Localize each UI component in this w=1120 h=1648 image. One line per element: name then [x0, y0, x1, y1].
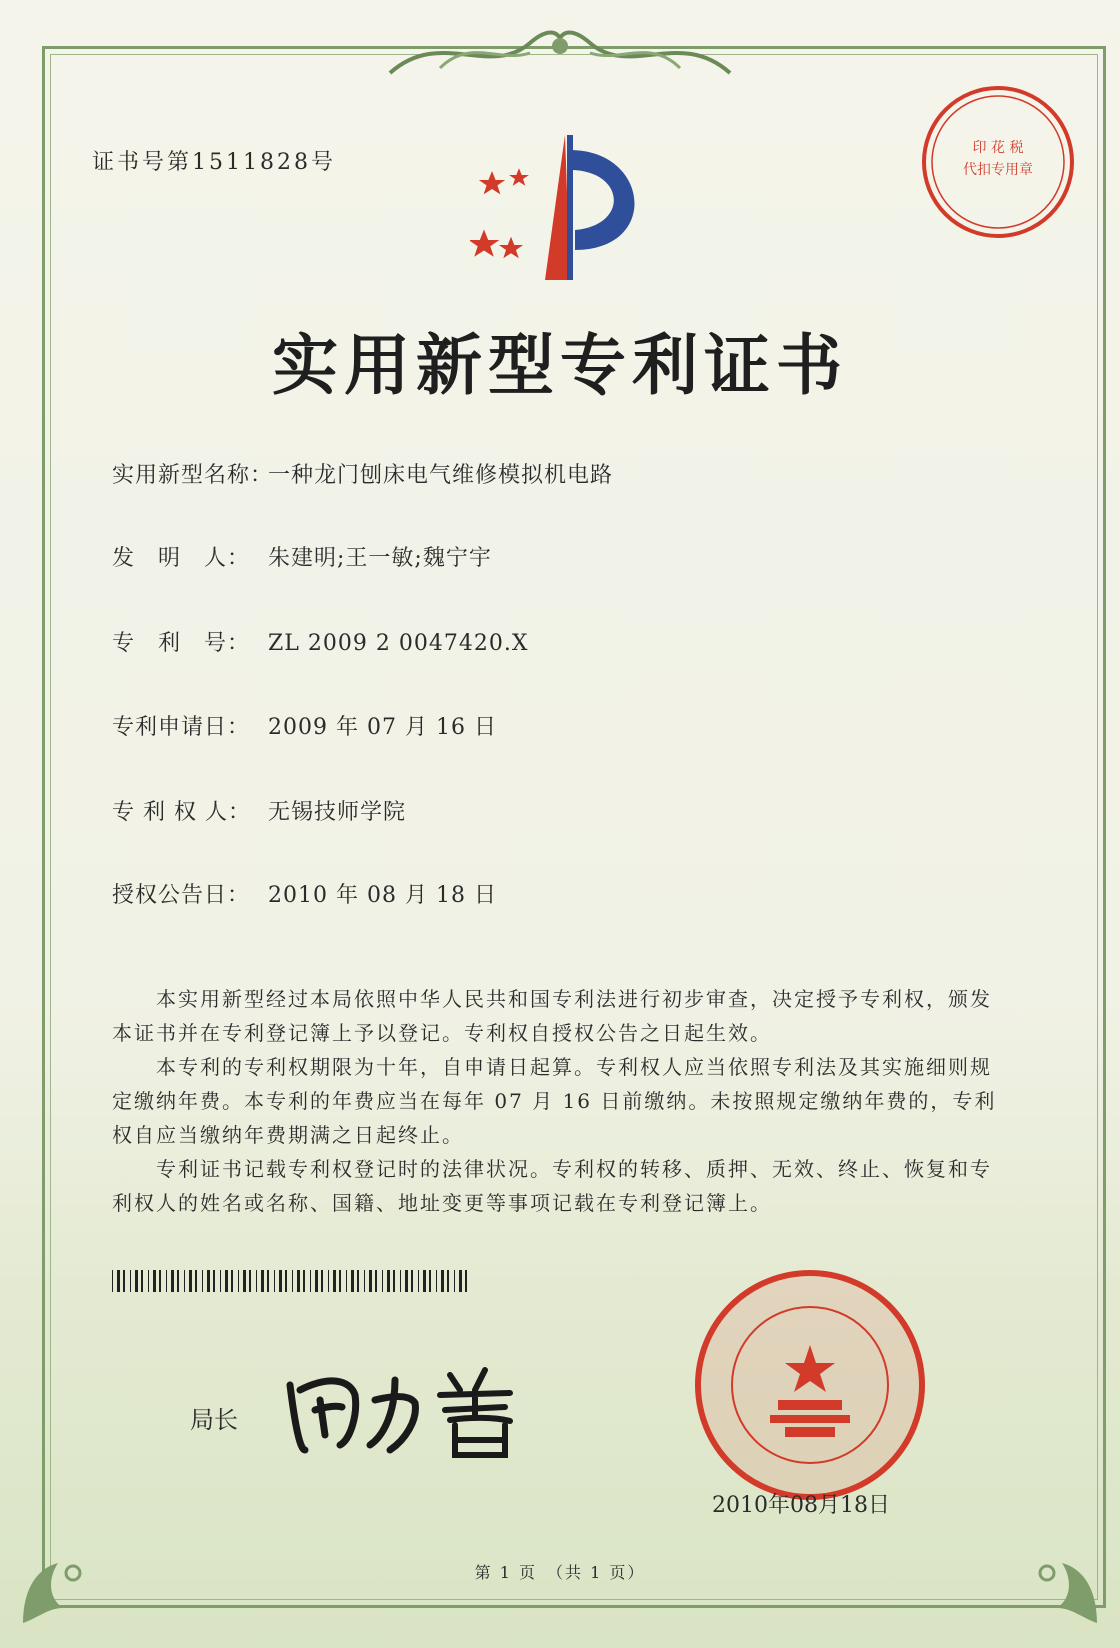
- barcode-bar: [310, 1270, 311, 1292]
- barcode-bar: [274, 1270, 275, 1292]
- barcode-bar: [225, 1270, 228, 1292]
- barcode-bar: [279, 1270, 282, 1292]
- barcode-bar: [351, 1270, 354, 1292]
- barcode-bar: [171, 1270, 174, 1292]
- barcode-bar: [346, 1270, 347, 1292]
- barcode-bar: [177, 1270, 179, 1292]
- barcode-bar: [369, 1270, 372, 1292]
- barcode-bar: [459, 1270, 462, 1292]
- barcode-bar: [357, 1270, 359, 1292]
- barcode-bar: [135, 1270, 138, 1292]
- barcode-bar: [153, 1270, 156, 1292]
- barcode-bar: [303, 1270, 305, 1292]
- barcode-bar: [423, 1270, 426, 1292]
- barcode-bar: [123, 1270, 125, 1292]
- barcode-bar: [321, 1270, 323, 1292]
- barcode-bar: [441, 1270, 444, 1292]
- barcode-bar: [418, 1270, 419, 1292]
- barcode-bar: [261, 1270, 264, 1292]
- field-value: 无锡技师学院: [268, 800, 407, 825]
- official-seal: [690, 1265, 930, 1505]
- barcode-bar: [400, 1270, 401, 1292]
- barcode-bar: [267, 1270, 269, 1292]
- patent-office-logo-icon: [470, 130, 690, 290]
- barcode-bar: [454, 1270, 455, 1292]
- barcode-bar: [297, 1270, 300, 1292]
- field-inventors: [112, 541, 492, 572]
- barcode-bar: [333, 1270, 336, 1292]
- barcode-bar: [393, 1270, 395, 1292]
- page-number: 第 1 页 （共 1 页）: [474, 1563, 646, 1582]
- director-signature: [280, 1355, 540, 1465]
- barcode-bar: [148, 1270, 149, 1292]
- barcode-bar: [159, 1270, 161, 1292]
- barcode-bar: [405, 1270, 408, 1292]
- barcode-bar: [166, 1270, 167, 1292]
- barcode-bar: [328, 1270, 329, 1292]
- field-label: 授权公告日：: [112, 883, 251, 908]
- barcode-bar: [382, 1270, 383, 1292]
- field-utility-model-name: [112, 458, 613, 489]
- barcode-bar: [130, 1270, 131, 1292]
- svg-text:代扣专用章: 代扣专用章: [963, 162, 1033, 178]
- barcode-bar: [207, 1270, 210, 1292]
- barcode-bar: [189, 1270, 192, 1292]
- barcode-bar: [117, 1270, 120, 1292]
- barcode-bar: [436, 1270, 437, 1292]
- barcode-bar: [238, 1270, 239, 1292]
- barcode: [112, 1270, 472, 1292]
- barcode-bar: [249, 1270, 251, 1292]
- field-value: 一种龙门刨床电气维修模拟机电路: [268, 463, 614, 488]
- barcode-bar: [364, 1270, 365, 1292]
- barcode-bar: [339, 1270, 341, 1292]
- barcode-bar: [195, 1270, 197, 1292]
- field-value: 2010 年 08 月 18 日: [268, 883, 497, 908]
- field-label: 专利申请日：: [112, 715, 251, 740]
- field-patent-number: [112, 626, 529, 657]
- barcode-bar: [213, 1270, 215, 1292]
- field-value: 朱建明;王一敏;魏宁宇: [268, 546, 492, 571]
- barcode-bar: [465, 1270, 467, 1292]
- barcode-bar: [285, 1270, 287, 1292]
- barcode-bar: [231, 1270, 233, 1292]
- certificate-title: 实用新型专利证书: [272, 326, 848, 404]
- barcode-bar: [387, 1270, 390, 1292]
- tax-stamp-seal: [918, 82, 1078, 242]
- svg-text:印 花 税: 印 花 税: [972, 140, 1024, 156]
- seal-date: 2010年08月18日: [712, 1493, 890, 1518]
- barcode-bar: [429, 1270, 431, 1292]
- body-paragraph: 本实用新型经过本局依照中华人民共和国专利法进行初步审查，决定授予专利权，颁发本证书并在专利登记簿上予以登记。专利权自授权公告之日起生效。: [112, 987, 992, 1045]
- barcode-bar: [315, 1270, 318, 1292]
- barcode-bar: [184, 1270, 185, 1292]
- body-paragraph: 专利证书记载专利权登记时的法律状况。专利权的转移、质押、无效、终止、恢复和专利权人的姓名或名称、国籍、地址变更等事项记载在专利登记簿上。: [112, 1157, 992, 1215]
- field-application-date: [112, 710, 497, 741]
- field-value: ZL 2009 2 0047420.X: [268, 631, 529, 656]
- certificate-body: [112, 982, 1012, 1220]
- field-value: 2009 年 07 月 16 日: [268, 715, 497, 740]
- field-grant-date: [112, 878, 497, 909]
- body-paragraph: 本专利的专利权期限为十年，自申请日起算。专利权人应当依照专利法及其实施细则规定缴纳年费。本专利的年费应当在每年 07 月 16 日前缴纳。未按照规定缴纳年费的，专利权自应当缴纳年费期满之日起终止。: [112, 1055, 997, 1147]
- barcode-bar: [141, 1270, 143, 1292]
- field-label: 实用新型名称：: [112, 463, 274, 488]
- certificate-number: 证书号第1511828号: [92, 150, 336, 175]
- barcode-bar: [202, 1270, 203, 1292]
- barcode-bar: [243, 1270, 246, 1292]
- barcode-bar: [375, 1270, 377, 1292]
- field-label: 专 利 号：: [112, 631, 251, 656]
- field-label: 专 利 权 人：: [112, 800, 251, 825]
- barcode-bar: [447, 1270, 449, 1292]
- barcode-bar: [256, 1270, 257, 1292]
- barcode-bar: [411, 1270, 413, 1292]
- field-patentee: [112, 795, 406, 826]
- director-label: 局长: [190, 1406, 238, 1434]
- field-label: 发 明 人：: [112, 546, 251, 571]
- barcode-bar: [292, 1270, 293, 1292]
- barcode-bar: [220, 1270, 221, 1292]
- barcode-bar: [112, 1270, 113, 1292]
- top-ornament-icon: [380, 18, 740, 88]
